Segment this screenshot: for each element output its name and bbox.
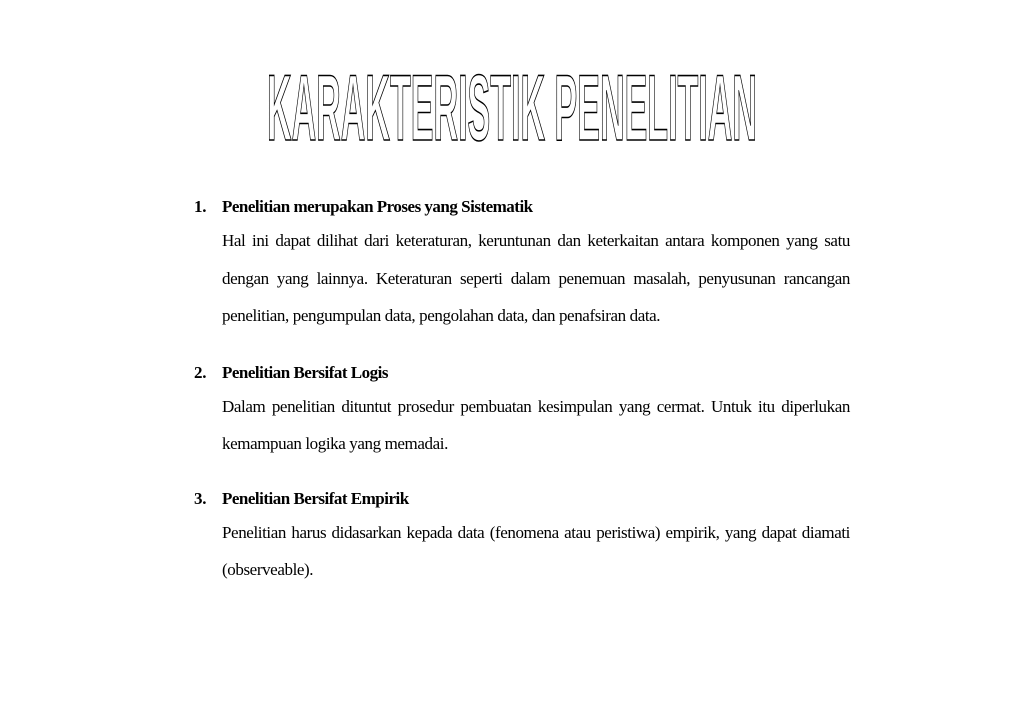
item-body: Dalam penelitian dituntut prosedur pembuatan kesimpulan yang cermat. Untuk itu diperlukan kemampuan logika yang memadai. [222, 396, 850, 453]
list-item [194, 485, 850, 589]
list-item [194, 359, 850, 463]
item-body: Hal ini dapat dilihat dari keteraturan, keruntunan dan keterkaitan antara komponen yang satu dengan yang lainnya. Keteraturan seperti dalam penemuan masalah, penyusunan rancangan penelitian, pengumpulan data, pengolahan data, dan penafsiran data. [222, 231, 850, 325]
item-number: 3. [194, 488, 207, 508]
list-item [194, 193, 850, 335]
page-title [0, 60, 1024, 152]
page-title-text: KARAKTERISTIK PENELITIAN [267, 60, 757, 152]
item-heading: Penelitian Bersifat Logis [222, 362, 388, 382]
item-heading: Penelitian Bersifat Empirik [222, 488, 409, 508]
item-number: 2. [194, 362, 207, 382]
item-heading: Penelitian merupakan Proses yang Sistematik [222, 197, 533, 216]
item-body: Penelitian harus didasarkan kepada data (fenomena atau peristiwa) empirik, yang dapat diamati (observeable). [222, 522, 850, 579]
item-number: 1. [194, 197, 207, 216]
characteristics-list [194, 193, 850, 589]
